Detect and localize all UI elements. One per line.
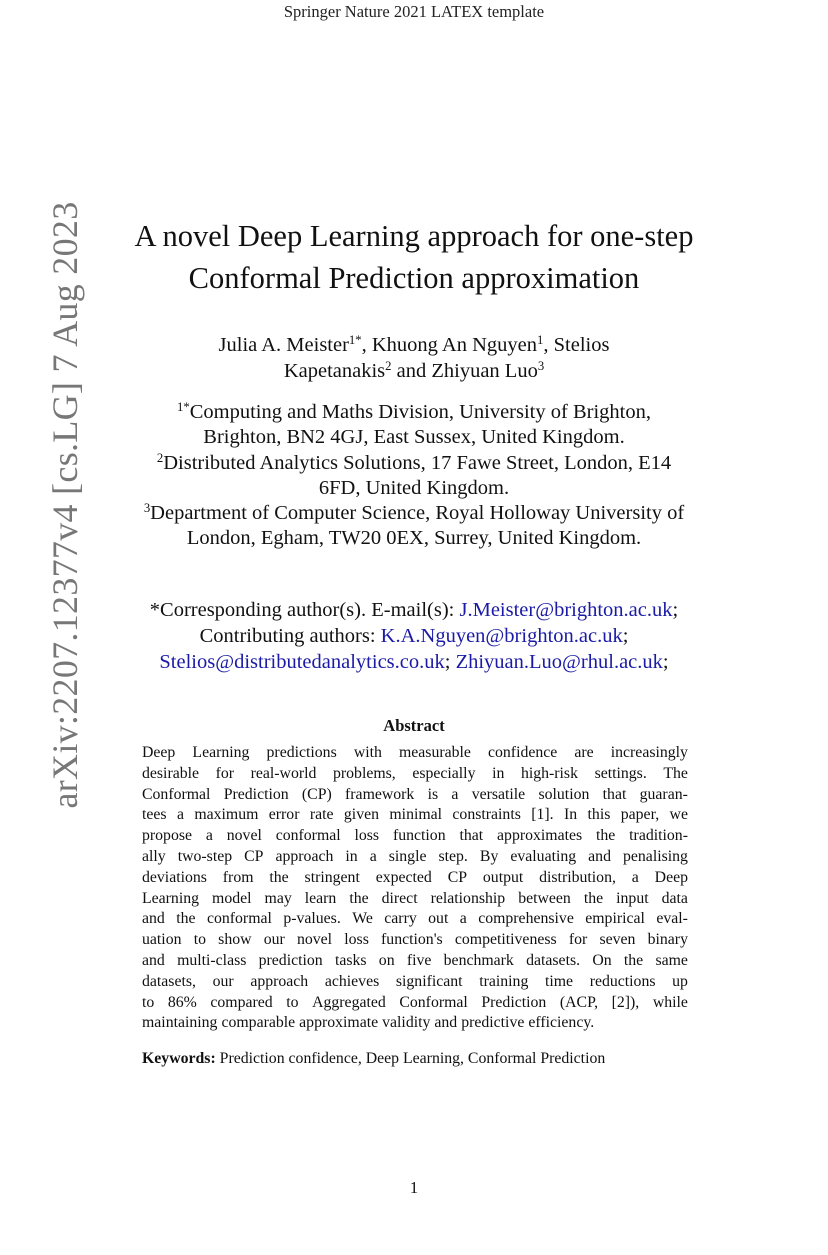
abstract-word: while — [652, 993, 688, 1011]
abstract-line — [142, 847, 688, 868]
abstract-word: Deep — [654, 868, 688, 886]
abstract-word: competitiveness — [454, 931, 557, 949]
affiliation-line: Brighton, BN2 4GJ, East Sussex, United Kingdom. — [203, 426, 625, 449]
abstract-line — [142, 909, 688, 930]
abstract-word: to — [286, 993, 299, 1011]
abstract-word: between — [518, 889, 571, 907]
abstract-word: expected — [375, 868, 432, 886]
abstract-word: relationship — [430, 889, 506, 907]
abstract-word: penalising — [623, 847, 688, 865]
contributing-label: Contributing authors: — [199, 625, 381, 647]
corresponding-line — [100, 597, 728, 623]
abstract-word: error — [268, 806, 300, 824]
abstract-word: datasets, — [142, 972, 196, 990]
abstract-line — [142, 889, 688, 910]
abstract-word: seven — [599, 931, 636, 949]
abstract-word: the — [269, 868, 289, 886]
abstract-word: Conformal — [399, 993, 468, 1011]
abstract-word: are — [574, 744, 594, 761]
abstract-word: Prediction — [481, 993, 547, 1011]
abstract-word: propose — [142, 827, 193, 845]
abstract-word: (ACP, — [559, 993, 599, 1011]
abstract-word: In — [564, 806, 578, 824]
abstract-word: validity — [382, 1014, 431, 1032]
abstract-word: step. — [438, 847, 468, 865]
abstract-word: By — [479, 847, 499, 865]
affiliation-mark: 1* — [177, 400, 190, 415]
affiliation-text: Department of Computer Science, Royal Holloway University of — [150, 502, 685, 525]
abstract-word: approximate — [299, 1014, 379, 1032]
abstract-word: prediction — [258, 951, 323, 969]
abstract-word: 86% — [167, 993, 197, 1011]
abstract-line — [142, 743, 688, 764]
abstract-word: constraints — [452, 806, 521, 824]
abstract-word: carry — [384, 910, 417, 928]
abstract-word: from — [222, 868, 254, 886]
abstract-word: the — [583, 889, 604, 907]
abstract-word: our — [212, 972, 234, 990]
abstract-word: (CP) — [301, 785, 332, 803]
abstract-word: uation — [142, 931, 182, 949]
abstract-line — [142, 1013, 688, 1034]
abstract-word: single — [388, 847, 427, 865]
abstract-word: to — [193, 931, 206, 949]
abstract-word: compared — [210, 993, 273, 1011]
corresponding-label: *Corresponding author(s). E-mail(s): — [149, 599, 460, 621]
abstract-word: multi-class — [177, 951, 247, 969]
abstract-word: this — [587, 806, 611, 824]
contributing-line — [100, 649, 728, 675]
abstract-heading: Abstract — [383, 716, 445, 735]
abstract-word: maximum — [194, 806, 259, 824]
abstract-word: confidence — [488, 744, 558, 761]
abstract-word: function's — [381, 931, 443, 949]
abstract-word: loss — [354, 827, 380, 845]
abstract-word: Learning — [142, 889, 200, 907]
abstract-word: tasks — [334, 951, 367, 969]
author-affiliation-mark: 1 — [537, 333, 544, 348]
abstract-word: tradition- — [629, 827, 688, 845]
abstract-line — [142, 972, 688, 993]
abstract-word: we — [669, 806, 688, 824]
separator: ; — [662, 651, 669, 673]
arxiv-identifier[interactable]: arXiv:2207.12377v4 [cs.LG] 7 Aug 2023 — [45, 201, 85, 809]
abstract-word: evaluating — [510, 847, 577, 865]
abstract-word: and — [434, 1014, 458, 1032]
abstract-word: efficiency. — [528, 1014, 595, 1032]
title-line-1: A novel Deep Learning approach for one-step — [134, 219, 694, 253]
email-link[interactable]: K.A.Nguyen@brighton.ac.uk — [380, 625, 623, 647]
abstract-word: for — [215, 764, 235, 782]
contributing-line — [100, 623, 728, 649]
email-link[interactable]: J.Meister@brighton.ac.uk — [459, 599, 673, 621]
abstract-word: stringent — [304, 868, 360, 886]
abstract-word: distribution, — [539, 868, 616, 886]
abstract-word: We — [352, 910, 373, 928]
affiliation-line: 6FD, United Kingdom. — [318, 476, 510, 499]
abstract-word: two-step — [177, 847, 233, 865]
abstract-line — [142, 993, 688, 1014]
abstract-word: paper, — [620, 806, 660, 824]
abstract-word: high-risk — [520, 764, 578, 782]
abstract-word: versatile — [471, 785, 526, 803]
abstract-word: learn — [304, 889, 337, 907]
author-list — [140, 332, 688, 384]
affiliation-line — [100, 451, 728, 476]
abstract-word: Deep — [142, 744, 176, 761]
abstract-word: the — [349, 889, 369, 907]
abstract-word: model — [212, 889, 252, 907]
abstract-word: eval- — [656, 910, 688, 928]
affiliation-list — [100, 400, 728, 552]
abstract-line — [142, 951, 688, 972]
abstract-word: five — [406, 951, 432, 969]
separator: ; — [622, 625, 629, 647]
author-name: , Stelios — [543, 334, 610, 356]
abstract-word: time — [544, 972, 574, 990]
title-line-2: Conformal Prediction approximation — [188, 261, 640, 295]
keywords-label: Keywords: — [142, 1050, 216, 1067]
abstract-word: a — [205, 827, 213, 845]
abstract-word: approximates — [497, 827, 583, 845]
contact-block — [100, 597, 728, 675]
abstract-word: training — [479, 972, 529, 990]
abstract-word: and — [588, 847, 611, 865]
abstract-word: novel — [226, 827, 262, 845]
abstract-body — [142, 743, 688, 1034]
abstract-word: approach — [250, 972, 309, 990]
abstract-word: show — [218, 931, 252, 949]
abstract-word: achieves — [324, 972, 380, 990]
affiliation-text: Distributed Analytics Solutions, 17 Fawe Street, London, E14 — [163, 451, 672, 474]
abstract-word: Learning — [192, 744, 250, 761]
author-name: and Zhiyuan Luo — [391, 360, 538, 382]
abstract-word: input — [616, 889, 649, 907]
abstract-word: ally — [142, 847, 166, 865]
abstract-word: a — [451, 785, 459, 803]
abstract-line — [142, 785, 688, 806]
abstract-word: the — [623, 951, 644, 969]
abstract-word: data — [661, 889, 688, 907]
affiliation-line — [100, 400, 728, 425]
abstract-line — [142, 930, 688, 951]
author-line-2 — [140, 358, 688, 384]
abstract-word: The — [663, 764, 688, 782]
abstract-word: in — [345, 847, 358, 865]
abstract-word: increasingly — [610, 744, 688, 761]
abstract-word: tees — [142, 806, 167, 824]
keywords-line — [142, 1050, 688, 1068]
abstract-line — [142, 764, 688, 785]
abstract-word: output — [482, 868, 524, 886]
abstract-word: with — [353, 744, 382, 761]
abstract-word: On — [592, 951, 612, 969]
running-header: Springer Nature 2021 LATEX template — [283, 2, 545, 21]
abstract-word: conformal — [275, 827, 341, 845]
abstract-word: binary — [647, 931, 688, 949]
abstract-word: a — [369, 847, 377, 865]
author-affiliation-mark: 2 — [385, 359, 392, 374]
keywords-text: Prediction confidence, Deep Learning, Conformal Prediction — [215, 1050, 606, 1067]
abstract-word: given — [343, 806, 380, 824]
author-name: , Khuong An Nguyen — [361, 334, 538, 356]
separator: ; — [444, 651, 456, 673]
author-affiliation-mark: 1* — [348, 333, 362, 348]
abstract-word: up — [672, 972, 688, 990]
abstract-word: that — [459, 827, 484, 845]
abstract-word: out — [428, 910, 449, 928]
abstract-word: and — [142, 951, 165, 969]
abstract-word: a — [459, 910, 467, 928]
abstract-word: datasets. — [526, 951, 581, 969]
abstract-word: the — [176, 910, 196, 928]
affiliation-text: Computing and Maths Division, University of Brighton, — [189, 401, 651, 423]
affiliation-mark: 3 — [143, 501, 151, 516]
abstract-word[interactable]: [1]. — [531, 806, 554, 824]
abstract-word: predictions — [266, 744, 337, 761]
abstract-word: the — [596, 827, 616, 845]
abstract-word: p-values. — [283, 910, 341, 928]
abstract-word: a — [631, 868, 639, 886]
affiliation-mark: 2 — [156, 450, 164, 465]
abstract-word: reductions — [589, 972, 656, 990]
affiliation-line: London, Egham, TW20 0EX, Surrey, United Kingdom. — [186, 527, 642, 550]
abstract-word: predictive — [461, 1014, 525, 1032]
abstract-line — [142, 805, 688, 826]
separator: ; — [672, 599, 679, 621]
paper-title — [90, 215, 738, 299]
abstract-word: a — [176, 806, 184, 824]
abstract-word: especially — [412, 764, 476, 782]
abstract-word: on — [378, 951, 395, 969]
abstract-word: Aggregated — [312, 993, 386, 1011]
abstract-word: desirable — [142, 764, 200, 782]
abstract-word: significant — [395, 972, 463, 990]
abstract-word: settings. — [594, 764, 647, 782]
abstract-line — [142, 868, 688, 889]
author-name: Kapetanakis — [283, 360, 386, 382]
abstract-word: our — [263, 931, 285, 949]
abstract-word: CP — [447, 868, 468, 886]
abstract-word: and — [142, 910, 165, 928]
author-line-1 — [140, 332, 688, 358]
abstract-word: framework — [345, 785, 415, 803]
abstract-word: function — [392, 827, 446, 845]
abstract-word: in — [492, 764, 505, 782]
abstract-word: rate — [309, 806, 334, 824]
abstract-word: benchmark — [443, 951, 514, 969]
abstract-word: that — [602, 785, 627, 803]
abstract-word: is — [427, 785, 439, 803]
abstract-word: Conformal — [142, 785, 211, 803]
abstract-word: CP — [244, 847, 264, 865]
abstract-word: measurable — [398, 744, 471, 761]
abstract-word[interactable]: [2]), — [611, 993, 640, 1011]
abstract-word: novel — [296, 931, 333, 949]
page-number: 1 — [409, 1178, 419, 1197]
email-link[interactable]: Zhiyuan.Luo@rhul.ac.uk — [455, 651, 663, 673]
abstract-word: maintaining — [142, 1014, 218, 1032]
abstract-word: Prediction — [223, 785, 289, 803]
abstract-word: guaran- — [639, 785, 688, 803]
abstract-word: loss — [344, 931, 369, 949]
abstract-word: approach — [275, 847, 334, 865]
abstract-word: comparable — [221, 1014, 296, 1032]
abstract-word: comprehensive — [478, 910, 574, 928]
abstract-word: real-world — [250, 764, 317, 782]
author-affiliation-mark: 3 — [537, 359, 545, 374]
abstract-word: may — [264, 889, 292, 907]
abstract-word: direct — [381, 889, 418, 907]
abstract-word: same — [655, 951, 688, 969]
abstract-line — [142, 826, 688, 847]
abstract-word: conformal — [206, 910, 272, 928]
author-name: Julia A. Meister — [218, 334, 349, 356]
abstract-word: minimal — [389, 806, 443, 824]
abstract-word: problems, — [332, 764, 396, 782]
abstract-word: deviations — [142, 868, 207, 886]
abstract-word: to — [142, 993, 155, 1011]
abstract-word: solution — [538, 785, 590, 803]
abstract-word: for — [568, 931, 588, 949]
abstract-word: empirical — [585, 910, 645, 928]
email-link[interactable]: Stelios@distributedanalytics.co.uk — [159, 651, 445, 673]
affiliation-line — [100, 501, 728, 526]
